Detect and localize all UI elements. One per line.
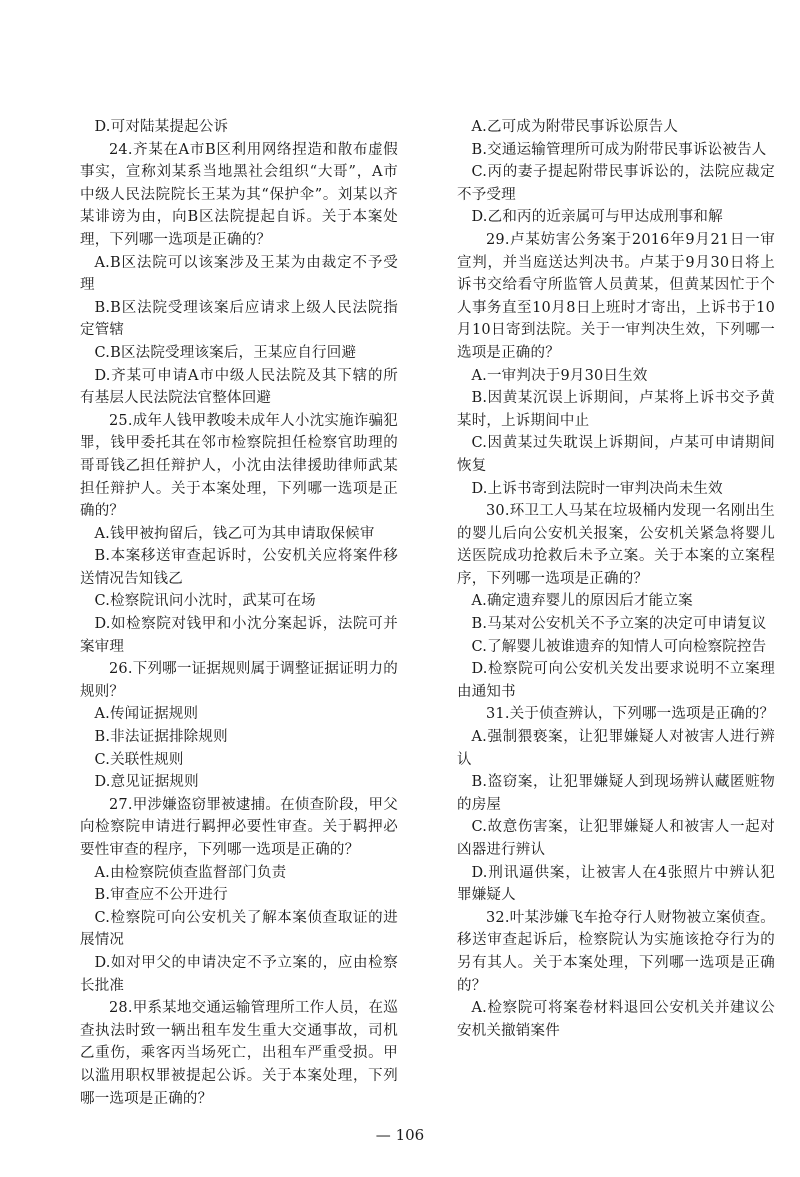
answer-option: B.马某对公安机关不予立案的决定可申请复议 <box>471 616 767 633</box>
answer-option: B.B区法院受理该案后应请求上级人民法院指定管辖 <box>80 299 398 339</box>
answer-option: C.检察院可向公安机关了解本案侦查取证的进展情况 <box>80 909 398 949</box>
answer-option: B.非法证据排除规则 <box>94 729 228 746</box>
page-number: — 106 <box>375 1126 425 1144</box>
answer-option: D.刑讯逼供案，让被害人在4张照片中辨认犯罪嫌疑人 <box>457 864 775 904</box>
answer-option: C.因黄某过失耽误上诉期间，卢某可申请期间恢复 <box>457 435 775 474</box>
question-stem: 31.关于侦查辨认，下列哪一选项是正确的？ <box>486 706 775 723</box>
answer-option: C.B区法院受理该案后，王某应自行回避 <box>94 344 357 361</box>
answer-option: C.关联性规则 <box>94 751 184 768</box>
question-stem: 26.下列哪一证据规则属于调整证据证明力的规则？ <box>80 661 398 700</box>
question-stem: 25.成年人钱甲教唆未成年人小沈实施诈骗犯罪，钱甲委托其在邻市检察院担任检察官助理的哥哥钱乙担任辩护人，小沈由法律援助律师武某担任辩护人。关于本案处理，下列哪一选项是正确的？ <box>80 412 398 520</box>
answer-option: A.B区法院可以该案涉及王某为由裁定不予受理 <box>80 254 398 294</box>
answer-option: C.丙的妻子提起附带民事诉讼的，法院应裁定不予受理 <box>457 164 775 203</box>
answer-option: A.确定遗弃婴儿的原因后才能立案 <box>471 593 693 610</box>
answer-option: B.盗窃案，让犯罪嫌疑人到现场辨认藏匿赃物的房屋 <box>457 774 775 813</box>
answer-option: A.一审判决于9月30日生效 <box>471 367 648 384</box>
answer-option: B.交通运输管理所可成为附带民事诉讼被告人 <box>471 141 767 158</box>
answer-option: A.传闻证据规则 <box>94 706 199 723</box>
question-stem: 32.叶某涉嫌飞车抢夺行人财物被立案侦查。移送审查起诉后，检察院认为实施该抢夺行为的另有其人。关于本案处理，下列哪一选项是正确的？ <box>457 909 775 994</box>
left-column <box>80 116 398 1110</box>
answer-option: D.上诉书寄到法院时一审判决尚未生效 <box>471 480 723 497</box>
answer-option: D.如检察院对钱甲和小沈分案起诉，法院可并案审理 <box>80 616 398 655</box>
answer-option: B.本案移送审查起诉时，公安机关应将案件移送情况告知钱乙 <box>80 548 398 587</box>
question-stem: 29.卢某妨害公务案于2016年9月21日一审宣判，并当庭送达判决书。卢某于9月30日将上诉书交给看守所监管人员黄某，但黄某因忙于个人事务直至10月8日上班时才寄出，上诉书于10月10日寄到法院。关于一审判决生效，下列哪一选项是正确的？ <box>457 231 775 361</box>
answer-option: A.乙可成为附带民事诉讼原告人 <box>471 119 679 135</box>
answer-option: A.钱甲被拘留后，钱乙可为其申请取保候审 <box>94 525 375 542</box>
answer-option: C.检察院讯问小沈时，武某可在场 <box>94 593 316 610</box>
answer-option: B.因黄某沉误上诉期间，卢某将上诉书交予黄某时，上诉期间中止 <box>457 390 775 429</box>
answer-option: D.乙和丙的近亲属可与甲达成刑事和解 <box>471 209 723 226</box>
answer-option: D.可对陆某提起公诉 <box>94 119 229 135</box>
answer-option: C.故意伤害案，让犯罪嫌疑人和被害人一起对凶器进行辨认 <box>457 819 775 858</box>
question-stem: 28.甲系某地交通运输管理所工作人员，在巡查执法时致一辆出租车发生重大交通事故，司机乙重伤，乘客丙当场死亡，出租车严重受损。甲以滥用职权罪被提起公诉。关于本案处理，下列哪一选项是正确的？ <box>80 1000 398 1107</box>
answer-option: B.审查应不公开进行 <box>94 887 228 904</box>
right-column <box>457 116 775 1042</box>
question-stem: 30.环卫工人马某在垃圾桶内发现一名刚出生的婴儿后向公安机关报案，公安机关紧急将婴儿送医院成功抢救后未予立案。关于本案的立案程序，下列哪一选项是正确的？ <box>457 503 775 587</box>
answer-option: D.意见证据规则 <box>94 774 199 791</box>
answer-option: A.由检察院侦查监督部门负责 <box>94 864 287 881</box>
answer-option: D.齐某可申请A市中级人民法院及其下辖的所有基层人民法院法官整体回避 <box>80 367 398 407</box>
question-stem: 24.齐某在A市B区利用网络捏造和散布虚假事实，宣称刘某系当地黑社会组织“大哥”，A市中级人民法院院长王某为其“保护伞”。刘某以齐某诽谤为由，向B区法院提起自诉。关于本案处理，下列哪一选项是正确的？ <box>80 141 398 248</box>
answer-option: D.如对甲父的申请决定不予立案的，应由检察长批准 <box>80 954 398 994</box>
question-stem: 27.甲涉嫌盗窃罪被逮捕。在侦查阶段，甲父向检察院申请进行羁押必要性审查。关于羁押必要性审查的程序，下列哪一选项是正确的？ <box>80 796 398 858</box>
answer-option: A.强制猥亵案，让犯罪嫌疑人对被害人进行辨认 <box>457 729 775 768</box>
answer-option: D.检察院可向公安机关发出要求说明不立案理由通知书 <box>457 661 775 700</box>
answer-option: C.了解婴儿被谁遗弃的知情人可向检察院控告 <box>471 638 767 655</box>
answer-option: A.检察院可将案卷材料退回公安机关并建议公安机关撤销案件 <box>457 1000 775 1039</box>
